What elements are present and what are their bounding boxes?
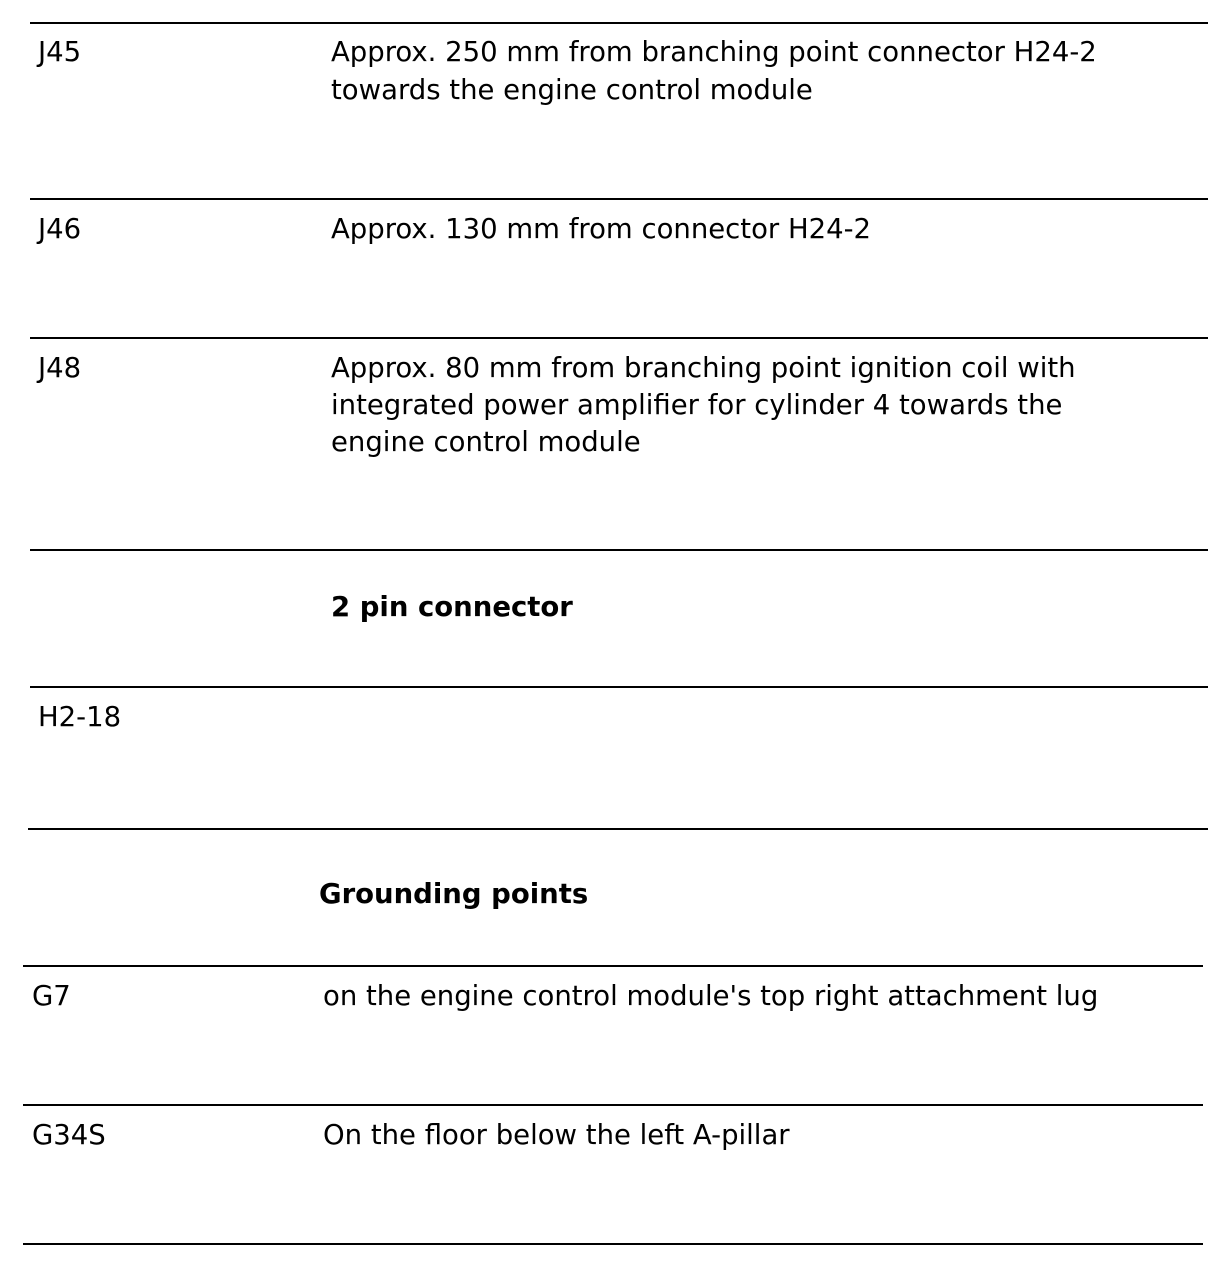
row-code-j46: J46 [38,213,82,245]
row-description-g34s: On the floor below the left A-pillar [323,1119,790,1151]
table-divider [23,1104,1203,1106]
row-code-g34s: G34S [32,1119,106,1151]
table-divider [28,828,1208,830]
row-description-j45-line-2: towards the engine control module [331,74,813,106]
row-code-j48: J48 [38,352,82,384]
section-heading-connector: 2 pin connector [331,591,573,623]
row-code-j45: J45 [38,36,82,68]
table-divider [30,198,1208,200]
row-description-j48-line-2: integrated power amplifier for cylinder 4 towards the [331,389,1063,421]
row-description-j48-line-3: engine control module [331,426,641,458]
section-heading-grounding: Grounding points [319,878,589,910]
table-divider [30,337,1208,339]
table-divider [30,549,1208,551]
row-description-j46-line-1: Approx. 130 mm from connector H24-2 [331,213,872,245]
row-code-h2-18: H2-18 [38,701,122,733]
table-divider [30,22,1208,24]
row-description-j45-line-1: Approx. 250 mm from branching point connector H24-2 [331,36,1097,68]
table-divider [23,965,1203,967]
row-description-g7: on the engine control module's top right attachment lug [323,980,1099,1012]
table-divider [23,1243,1203,1245]
row-code-g7: G7 [32,980,71,1012]
table-divider [30,686,1208,688]
row-description-j48-line-1: Approx. 80 mm from branching point ignition coil with [331,352,1076,384]
